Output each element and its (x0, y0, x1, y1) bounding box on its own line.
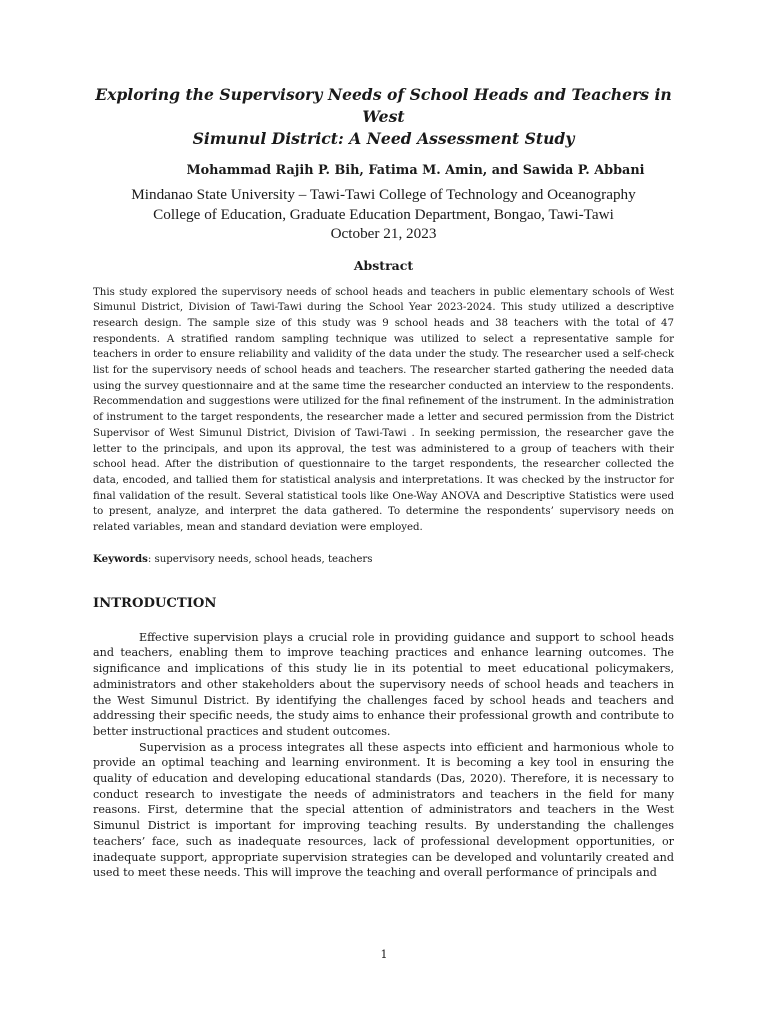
title-line-1: Exploring the Supervisory Needs of School Heads and Teachers in West (95, 85, 672, 126)
paper-title (93, 84, 674, 150)
page-number: 1 (380, 948, 388, 961)
keywords-label: Keywords (93, 552, 148, 565)
keywords-text: : supervisory needs, school heads, teachers (147, 553, 373, 565)
author-list: Mohammad Rajih P. Bih, Fatima M. Amin, and Sawida P. Abbani (186, 163, 645, 178)
paper-page (93, 84, 674, 881)
keywords-line (93, 551, 674, 568)
intro-paragraph-1: Effective supervision plays a crucial role in providing guidance and support to school heads and teachers, enabling them to improve teaching practices and enhance learning outcomes. The significance and implications of this study lie in its potential to meet educational policymakers, administrators and other stakeholders about the supervisory needs of school heads and teachers in the West Simunul District. By identifying the challenges faced by school heads and teachers and addressing their specific needs, the study aims to enhance their professional growth and contribute to better instructional practices and student outcomes. (93, 630, 674, 738)
paper-date: October 21, 2023 (330, 225, 437, 242)
affiliation-block (93, 185, 674, 244)
section-heading-introduction: INTRODUCTION (93, 595, 217, 611)
affiliation-line-2: College of Education, Graduate Education Department, Bongao, Tawi-Tawi (153, 205, 614, 223)
abstract-heading: Abstract (353, 257, 414, 273)
affiliation-line-1: Mindanao State University – Tawi-Tawi College of Technology and Oceanography (131, 186, 636, 203)
abstract-text: This study explored the supervisory needs of school heads and teachers in public elementary schools of West Simunul District, Division of Tawi-Tawi during the School Year 2023-2024. This study utilized a descriptive research design. The sample size of this study was 9 school heads and 38 teachers with the total of 47 respondents. A stratified random sampling technique was utilized to select a representative sample for teachers in order to ensure reliability and validity of the data under the study. The researcher used a self-check list for the supervisory needs of school heads and teachers. The researcher started gathering the needed data using the survey questionnaire and at the same time the researcher conducted an interview to the respondents. Recommendation and suggestions were utilized for the final refinement of the instrument. In the administration of instrument to the target respondents, the researcher made a letter and secured permission from the District Supervisor of West Simunul District, Division of Tawi-Tawi . In seeking permission, the researcher gave the letter to the principals, and upon its approval, the test was administered to a group of teachers with their school head. After the distribution of questionnaire to the target respondents, the researcher collected the data, encoded, and tallied them for statistical analysis and interpretations. It was checked by the instructor for final validation of the result. Several statistical tools like One-Way ANOVA and Descriptive Statistics were used to present, analyze, and interpret the data gathered. To determine the respondents’ supervisory needs on related variables, mean and standard deviation were employed. (93, 286, 674, 534)
intro-paragraph-2: Supervision as a process integrates all these aspects into efficient and harmonious whole to provide an optimal teaching and learning environment. It is becoming a key tool in ensuring the quality of education and developing educational standards (Das, 2020). Therefore, it is necessary to conduct research to investigate the needs of administrators and teachers in the field for many reasons. First, determine that the special attention of administrators and teachers in the West Simunul District is important for improving teaching results. By understanding the challenges teachers’ face, such as inadequate resources, lack of professional development opportunities, or inadequate support, appropriate supervision strategies can be developed and voluntarily created and used to meet these needs. This will improve the teaching and overall performance of principals and (93, 740, 674, 880)
title-line-2: Simunul District: A Need Assessment Study (192, 129, 575, 148)
